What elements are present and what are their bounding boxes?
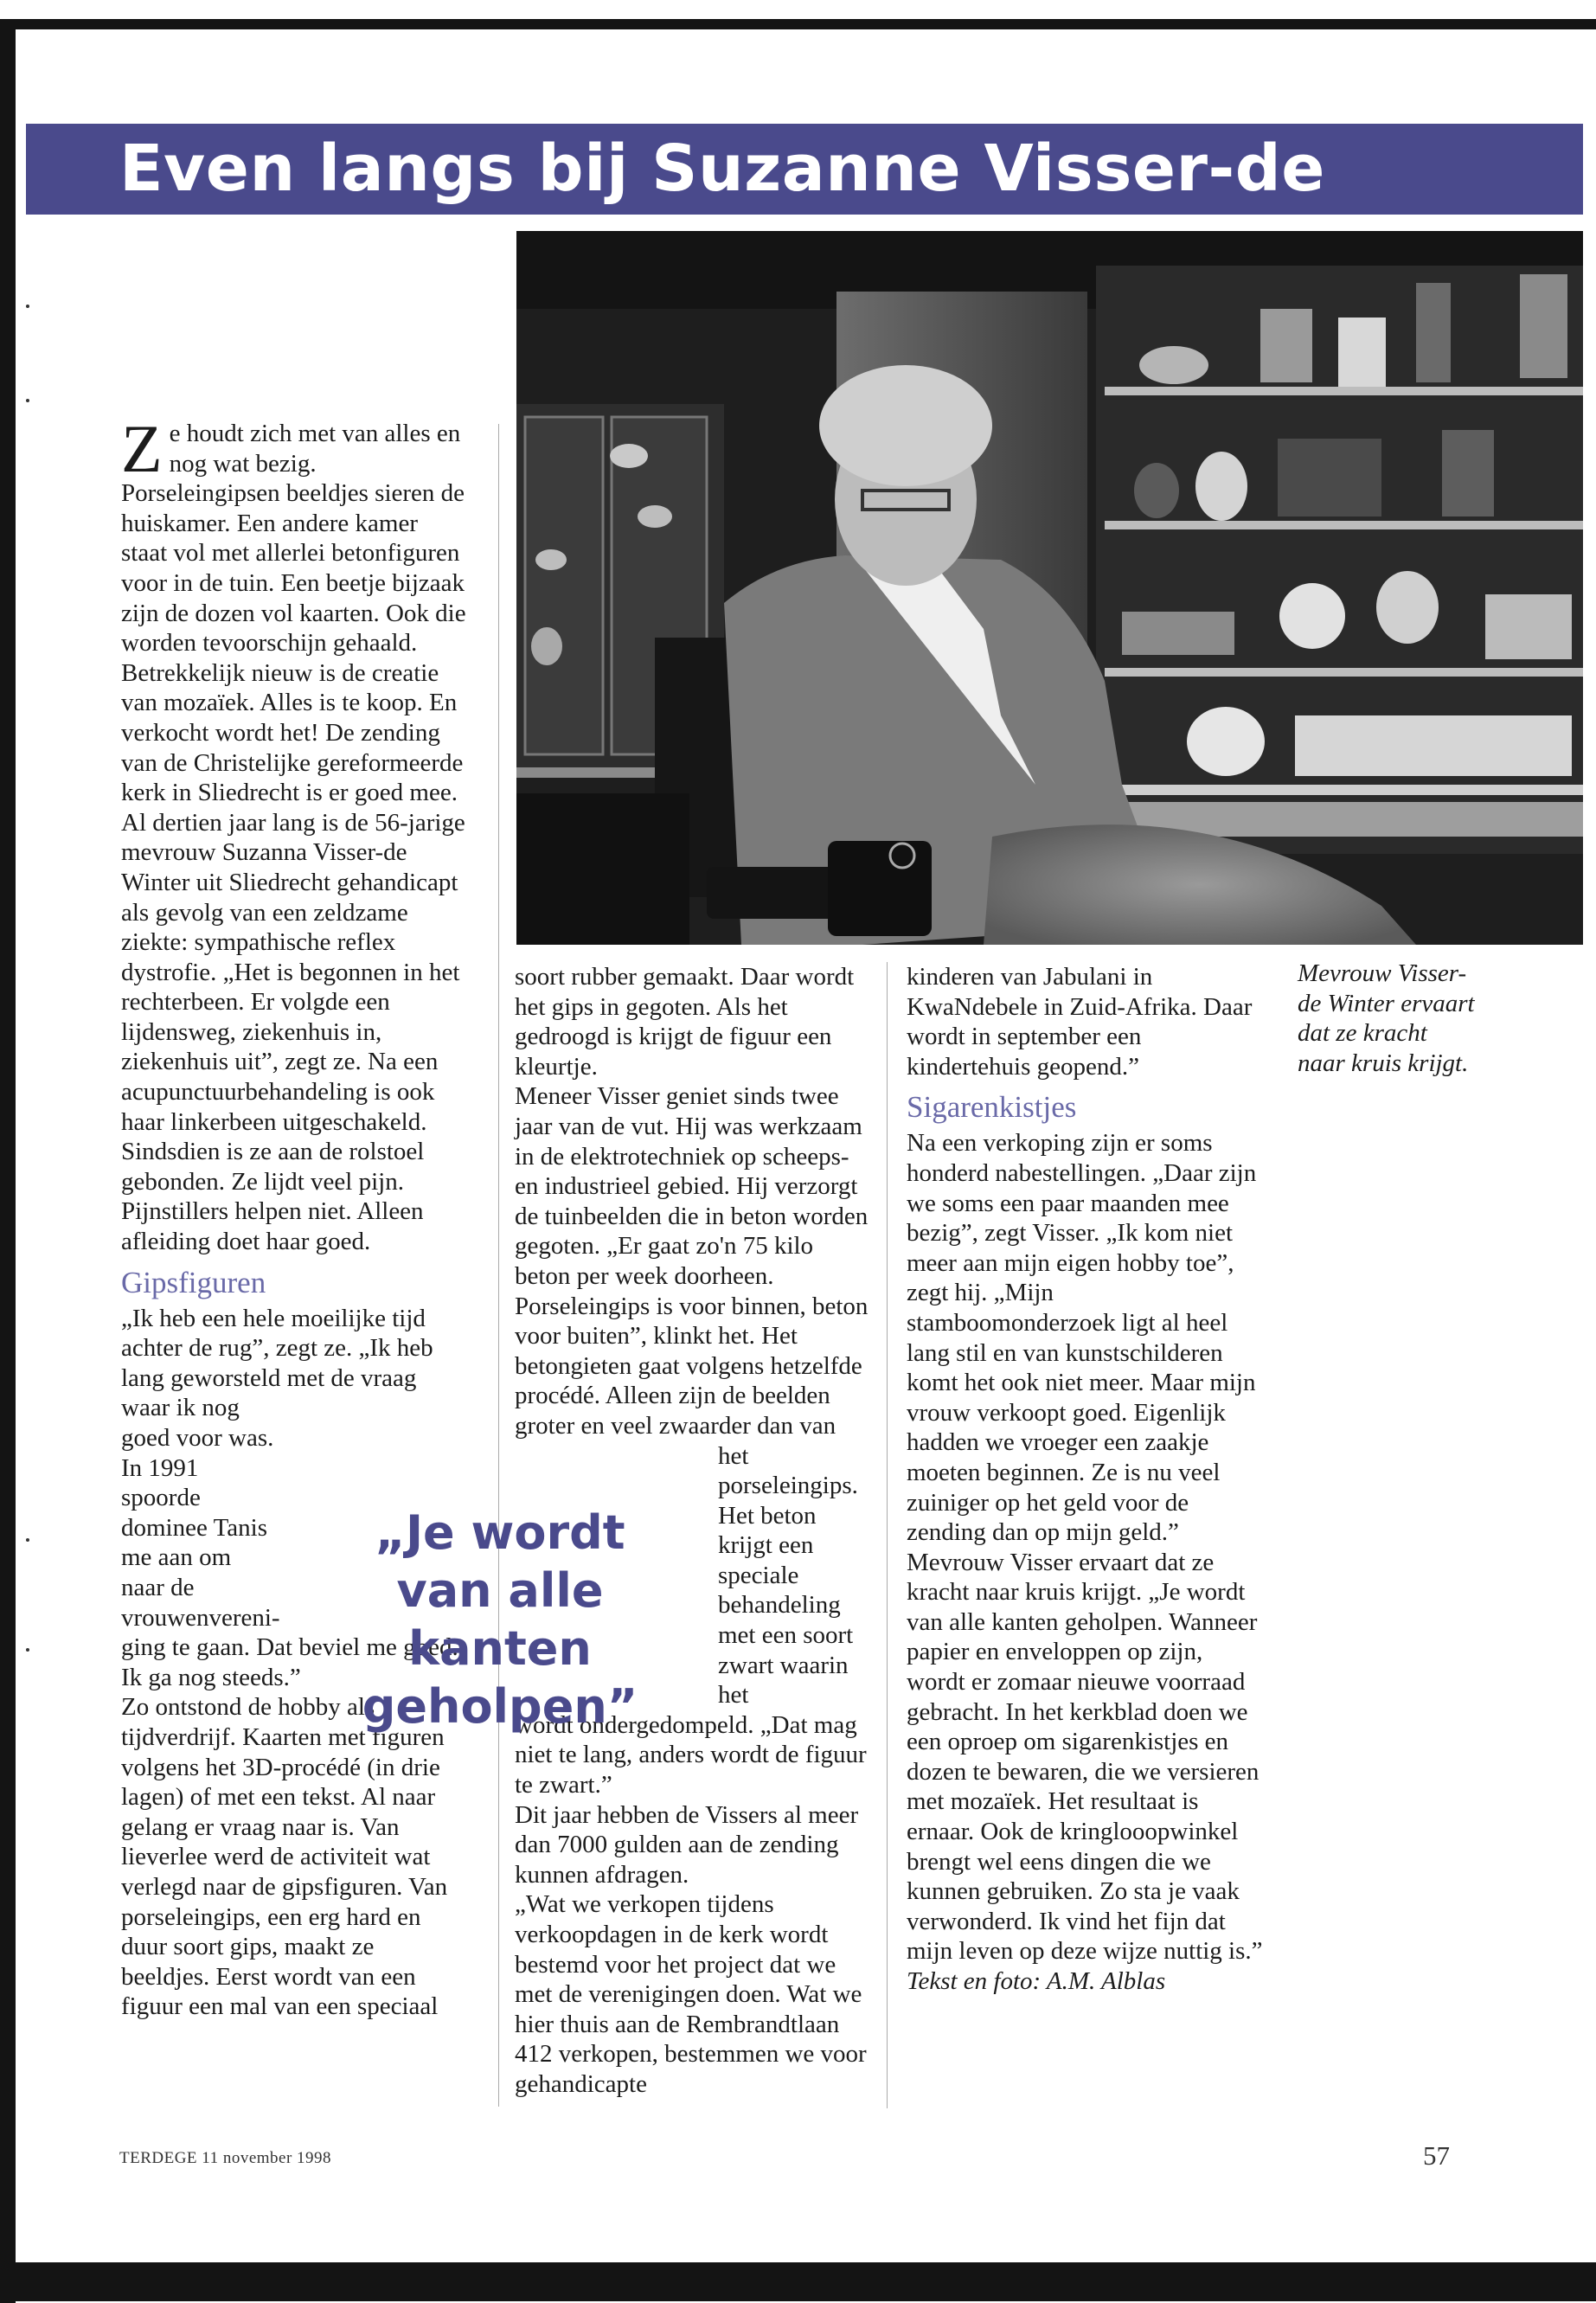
paragraph: kinderen van Jabulani in KwaNdebele in Zuid-Afrika. Daar wordt in september een kindertehuis geopend.” bbox=[907, 963, 1253, 1081]
column-3 bbox=[907, 962, 1266, 1997]
column-divider bbox=[498, 424, 499, 2107]
publication-line: TERDEGE 11 november 1998 bbox=[119, 2149, 332, 2167]
scan-dot bbox=[26, 399, 29, 402]
paragraph: wordt ondergedompeld. „Dat mag niet te lang, anders wordt de figuur te zwart.” bbox=[515, 1710, 867, 1799]
column-1 bbox=[121, 411, 467, 2022]
scan-border-left bbox=[0, 19, 16, 2303]
intro-text: e houdt zich met van alles en nog wat bezig. Porseleingipsen beeldjes sieren de huiskamer. Een andere kamer staat vol met allerlei betonfiguren voor in de tuin. Een beetje bijzaak zijn de dozen vol kaarten. Ook die worden tevoorschijn gehaald. Betrekkelijk nieuw is de creatie van mozaïek. Alles is te koop. En verkocht wordt het! De zending van de Christelijke gereformeerde kerk in Sliedrecht is er goed mee. bbox=[121, 420, 466, 807]
paragraph: Al dertien jaar lang is de 56-jarige mevrouw Suzanna Visser-de Winter uit Sliedrecht gehandicapt als gevolg van een zeldzame ziekte: sympathische reflex dystrofie. „Het is begonnen in het rechterbeen. Er volgde een lijdensweg, ziekenhuis in, ziekenhuis uit”, zegt ze. Na een acupunctuurbehandeling is ook haar linkerbeen uitgeschakeld. Sindsdien is ze aan de rolstoel gebonden. Ze lijdt veel pijn. Pijnstillers helpen niet. Alleen afleiding doet haar goed. bbox=[121, 808, 465, 1256]
portrait-photo bbox=[516, 231, 1583, 945]
paragraph: „Ik heb een hele moeilijke tijd achter de rug”, zegt ze. „Ik heb lang geworsteld met de vraag bbox=[121, 1304, 433, 1392]
paragraph: „Wat we verkopen tijdens verkoopdagen in de kerk wordt bestemd voor het project dat we met de verenigingen doen. Wat we hier thuis aan de Rembrandtlaan 412 verkopen, bestemmen we voor gehandicapte bbox=[515, 1890, 867, 2098]
paragraph-wrap: waar ik nog goed voor was. In 1991 spoorde dominee Tanis me aan om naar de vrouwenvereni- bbox=[121, 1394, 280, 1632]
photo-caption: Mevrouw Visser-de Winter ervaart dat ze kracht naar kruis krijgt. bbox=[1298, 959, 1475, 1077]
scan-border-top bbox=[0, 19, 1596, 29]
scan-dot bbox=[26, 305, 29, 308]
scan-border-bottom bbox=[0, 2262, 1596, 2301]
paragraph: Na een verkoping zijn er soms honderd nabestellingen. „Daar zijn we soms een paar maanden mee bezig”, zegt Visser. „Ik kom niet meer aan mijn eigen hobby toe”, zegt hij. „Mijn stamboomonderzoek ligt al heel lang stil en van kunstschilderen komt het ook niet meer. Maar mijn vrouw verkoopt goed. Eigenlijk hadden we vroeger een zaakje moeten beginnen. Ze is nu veel zuiniger op het geld voor de zending dan op mijn geld.” bbox=[907, 1129, 1257, 1547]
scan-dot bbox=[26, 1648, 29, 1652]
paragraph: Meneer Visser geniet sinds twee jaar van de vut. Hij was werkzaam in de elektrotechniek op scheeps- en industrieel gebied. Hij verzorgt de tuinbeelden die in beton worden gegoten. „Er gaat zo'n 75 kilo beton per week doorheen. Porseleingips is voor binnen, beton voor buiten”, klinkt het. Het betongieten gaat volgens hetzelfde procédé. Alleen zijn de beelden groter en veel zwaarder dan van bbox=[515, 1082, 869, 1440]
subheading-sigarenkistjes: Sigarenkistjes bbox=[907, 1090, 1077, 1125]
pull-quote: „Je wordt van alle kanten geholpen” bbox=[362, 1505, 638, 1734]
intro-paragraph bbox=[121, 411, 467, 808]
photo-illustration bbox=[516, 231, 1583, 945]
scan-dot bbox=[26, 1538, 29, 1542]
page-number: 57 bbox=[1423, 2140, 1450, 2171]
paragraph: Mevrouw Visser ervaart dat ze kracht naar kruis krijgt. „Je wordt van alle kanten geholpen. Wanneer papier en enveloppen op zijn, wordt er zomaar nieuwe voorraad gebracht. In het kerkblad doen we een oproep om sigarenkistjes en dozen te bewaren, die we versieren met mozaïek. Het resultaat is ernaar. Ook de kringlooopwinkel brengt wel eens dingen die we kunnen gebruiken. Zo sta je vaak verwonderd. Ik vind het fijn dat mijn leven op deze wijze nuttig is.” bbox=[907, 1548, 1263, 1966]
article-title: Even langs bij Suzanne Visser-de Winter bbox=[26, 124, 1583, 215]
paragraph-wrap: het porseleingips. Het beton krijgt een speciale behandeling met een soort zwart waarin het bbox=[718, 1441, 858, 1710]
photo-credit: Tekst en foto: A.M. Alblas bbox=[907, 1967, 1166, 1995]
column-divider bbox=[887, 962, 888, 2108]
paragraph: Zo ontstond de hobby als tijdverdrijf. Kaarten met figuren volgens het 3D-procédé (in drie lagen) of met een tekst. Al naar gelang er vraag naar is. Van lieverlee werd de activiteit wat verlegd naar de gipsfiguren. Van porseleingips, een erg hard en duur soort gips, maakt ze beeldjes. Eerst wordt van een figuur een mal van een speciaal bbox=[121, 1693, 448, 2021]
subheading-gipsfiguren: Gipsfiguren bbox=[121, 1265, 266, 1299]
paragraph: ging te gaan. Dat beviel me goed. Ik ga nog steeds.” bbox=[121, 1633, 458, 1691]
paragraph: Dit jaar hebben de Vissers al meer dan 7000 gulden aan de zending kunnen afdragen. bbox=[515, 1800, 859, 1889]
drop-cap: Z bbox=[121, 411, 163, 486]
paragraph: soort rubber gemaakt. Daar wordt het gips in gegoten. Als het gedroogd is krijgt de figuur een kleurtje. bbox=[515, 963, 855, 1081]
